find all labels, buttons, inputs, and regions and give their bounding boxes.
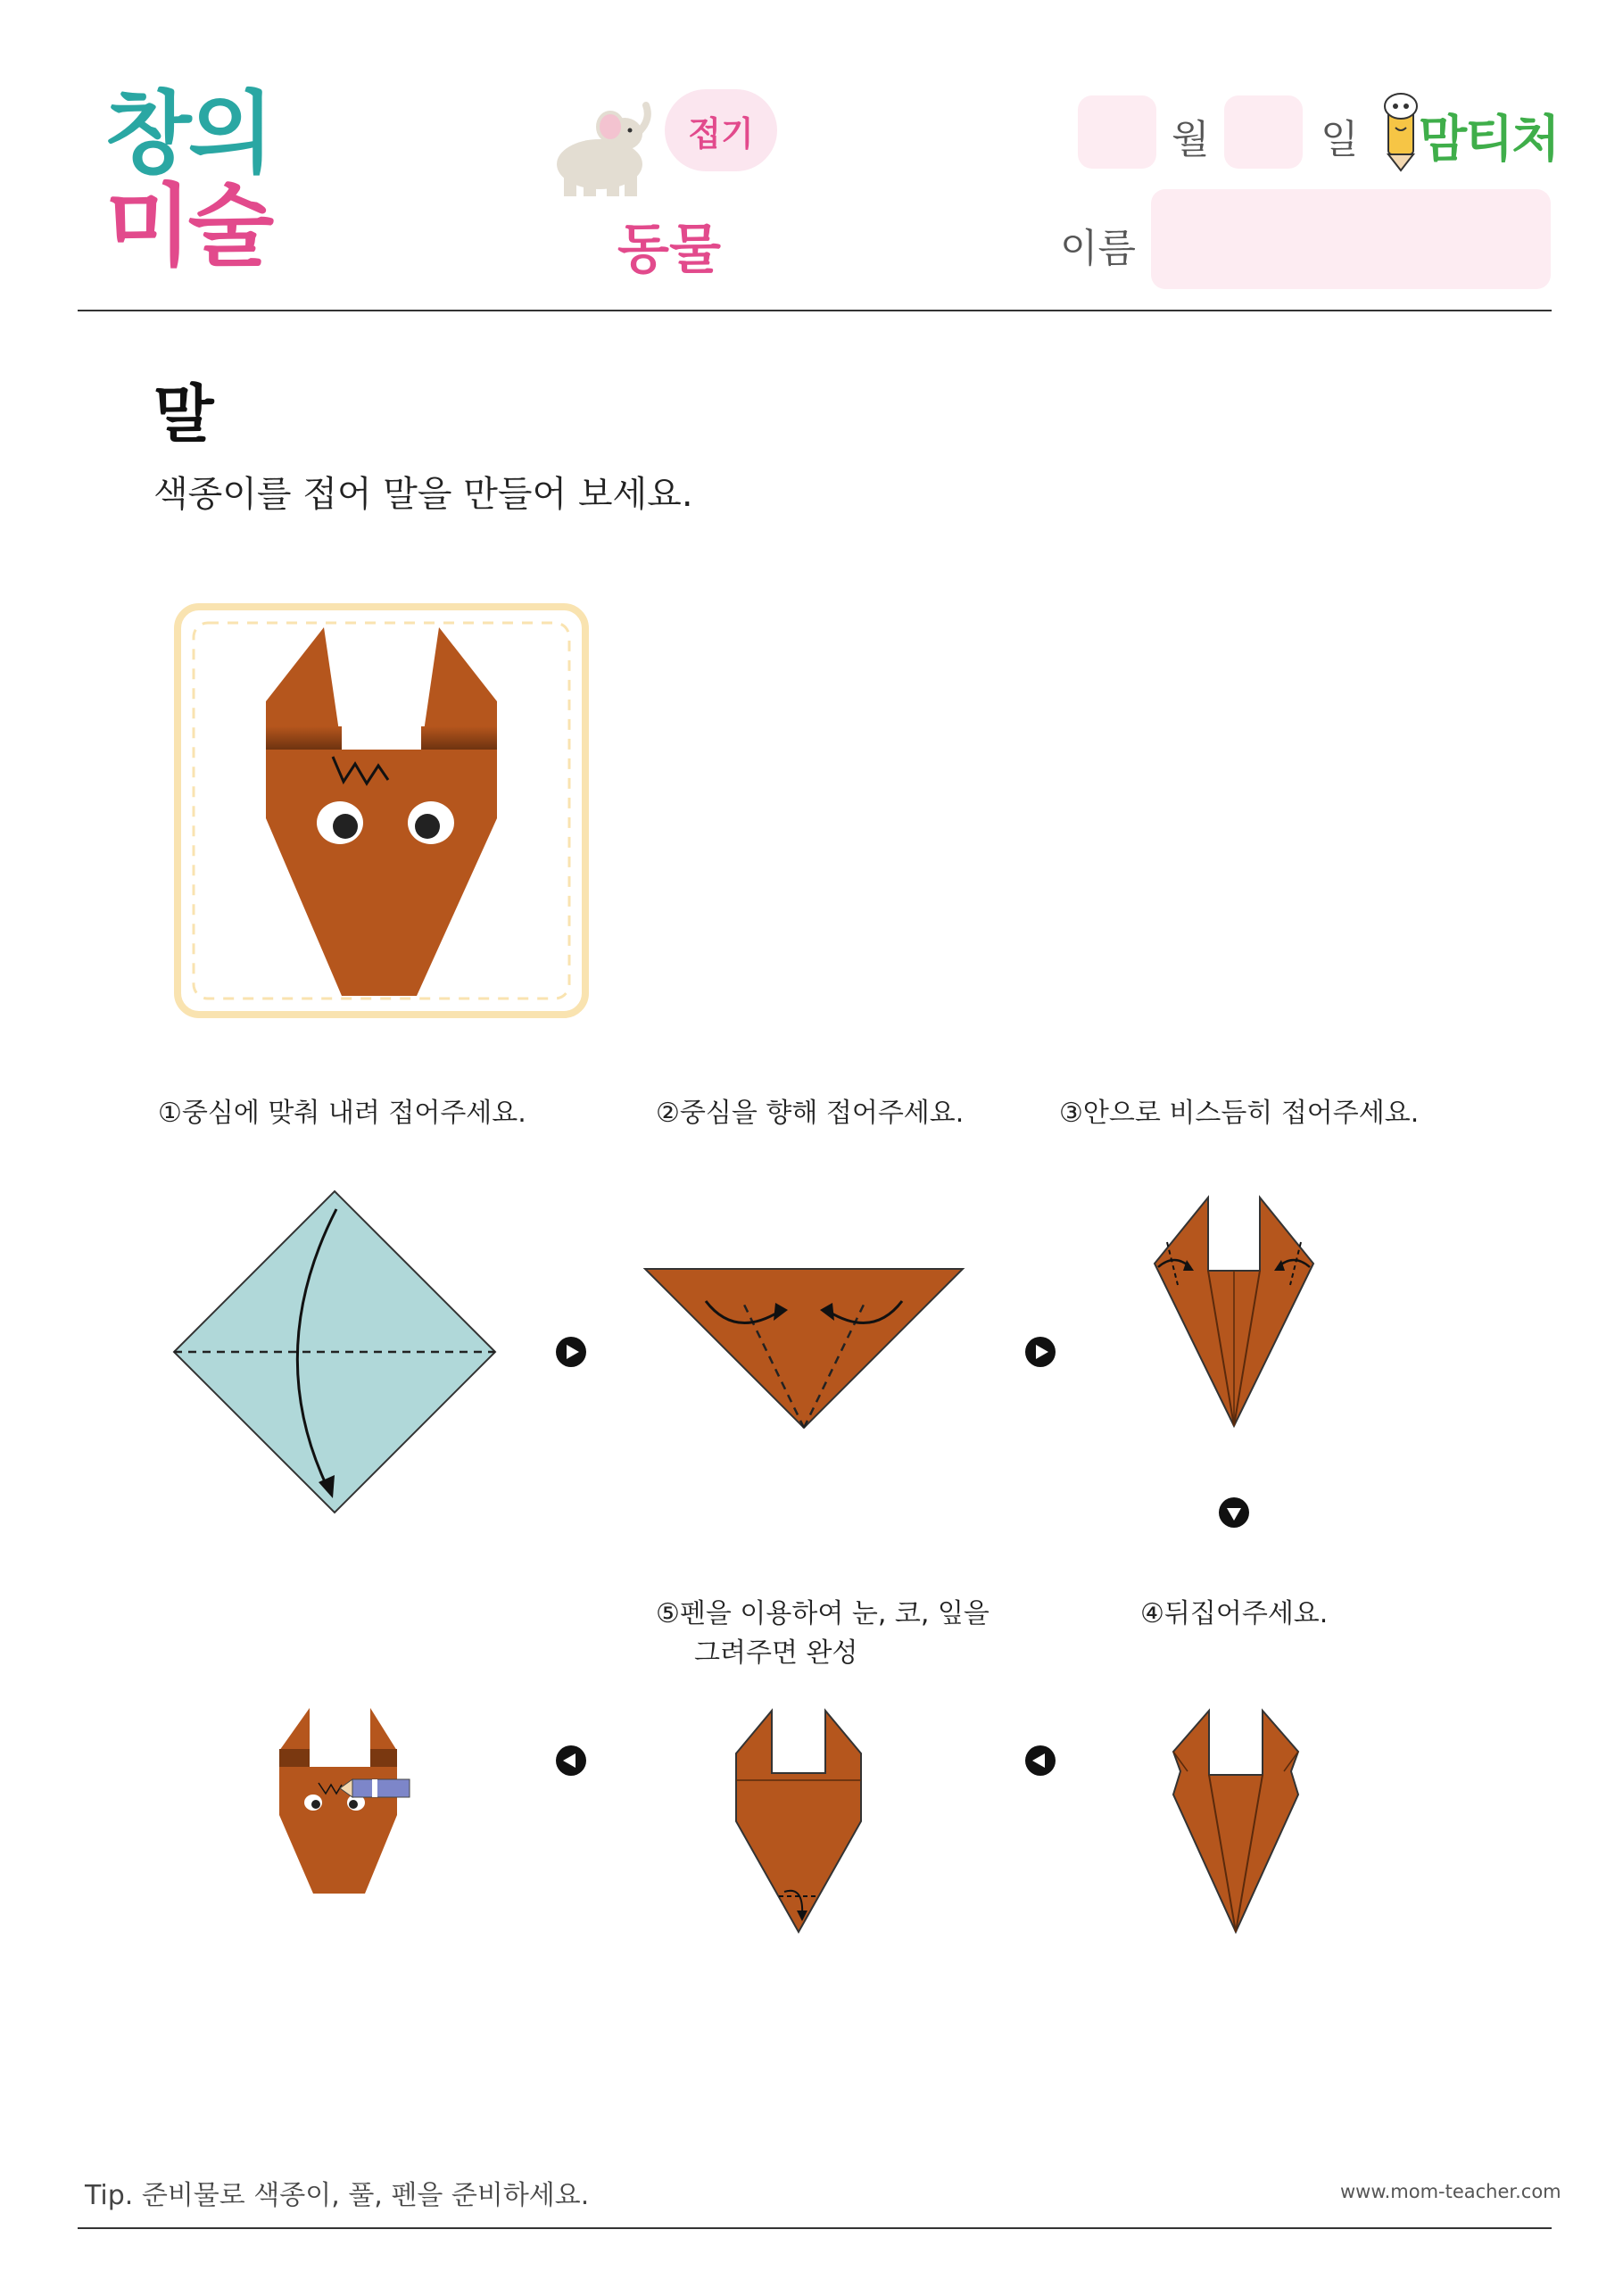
step-2-diagram — [645, 1267, 963, 1430]
subject-label: 동물 — [617, 219, 721, 281]
step-4-diagram — [1172, 1709, 1300, 1934]
next-arrow-down-icon — [1218, 1496, 1250, 1529]
step-4-label: ④뒤집어주세요. — [1140, 1598, 1329, 1629]
day-input[interactable] — [1224, 95, 1303, 169]
month-input[interactable] — [1078, 95, 1156, 169]
category-badge — [665, 89, 777, 171]
next-arrow-icon — [1024, 1336, 1056, 1368]
finished-horse-illustration — [174, 603, 589, 1018]
header-divider — [78, 310, 1552, 311]
step-3-diagram — [1151, 1196, 1317, 1428]
tip-text: Tip. 준비물로 색종이, 풀, 펜을 준비하세요. — [85, 2180, 590, 2211]
brand-logo-text: 맘티처 — [1419, 111, 1559, 169]
footer-divider — [78, 2227, 1552, 2229]
final-horse-diagram — [279, 1706, 415, 1895]
brand-logo — [105, 81, 271, 278]
elephant-icon — [546, 100, 653, 198]
prev-arrow-icon — [1024, 1745, 1056, 1777]
step-1-diagram — [174, 1191, 495, 1513]
prev-arrow-icon — [555, 1745, 587, 1777]
step-1-label: ①중심에 맞춰 내려 접어주세요. — [158, 1098, 526, 1129]
day-label: 일 — [1321, 117, 1359, 162]
step-2-label: ②중심을 향해 접어주세요. — [656, 1098, 965, 1129]
brand-line-1: 창의 — [105, 81, 271, 186]
next-arrow-icon — [555, 1336, 587, 1368]
category-label: 접기 — [688, 113, 754, 153]
page-description: 색종이를 접어 말을 만들어 보세요. — [153, 474, 693, 515]
step-5-label-line1: ⑤펜을 이용하여 눈, 코, 잎을 — [656, 1598, 990, 1629]
name-label: 이름 — [1060, 226, 1137, 271]
page-title: 말 — [153, 377, 214, 451]
name-input[interactable] — [1151, 189, 1551, 289]
step-3-label: ③안으로 비스듬히 접어주세요. — [1059, 1098, 1420, 1129]
website-link[interactable]: www.mom-teacher.com — [1340, 2181, 1561, 2202]
month-label: 월 — [1172, 117, 1210, 162]
step-5-label-line2: 그려주면 완성 — [694, 1637, 858, 1669]
brand-line-2: 미술 — [105, 174, 271, 278]
step-5-diagram — [734, 1709, 863, 1934]
pencil-mascot-icon — [1380, 92, 1421, 170]
